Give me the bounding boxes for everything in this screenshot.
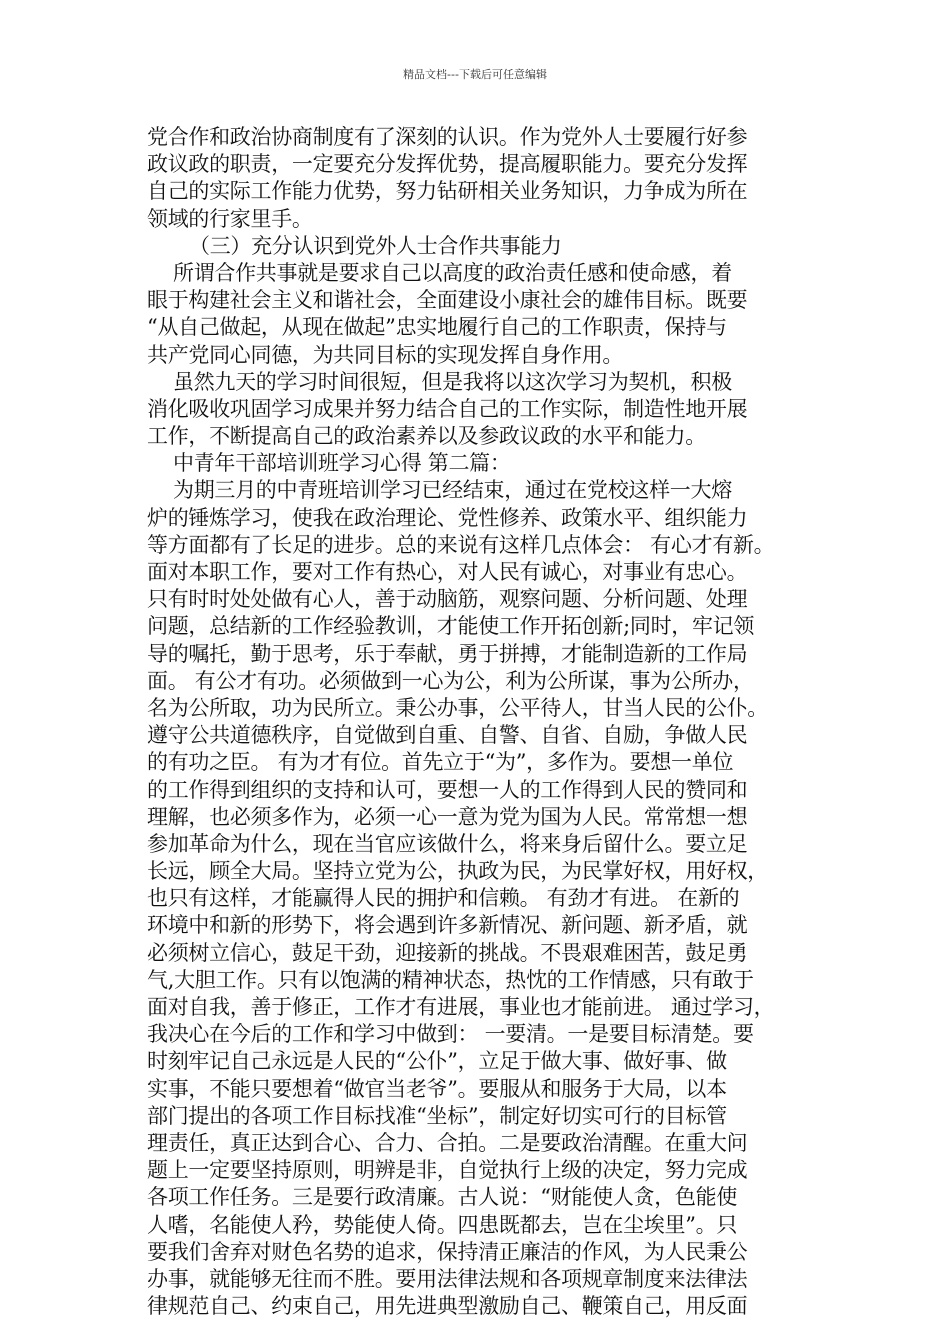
body-text-line: 所谓合作共事就是要求自己以高度的政治责任感和使命感，着 [173, 260, 732, 285]
body-text-line: 环境中和新的形势下，将会遇到许多新情况、新问题、新矛盾，就 [147, 913, 748, 938]
body-text-line: （三）充分认识到党外人士合作共事能力 [189, 233, 562, 258]
body-text-line: 工作，不断提高自己的政治素养以及参政议政的水平和能力。 [147, 424, 706, 449]
body-text-line: 面对自我，善于修正，工作才有进展，事业也才能前进。 通过学习， [147, 995, 775, 1019]
body-text-line: 律规范自己、约束自己，用先进典型激励自己、鞭策自己，用反面 [147, 1294, 748, 1319]
body-text-line: 必须树立信心，鼓足干劲，迎接新的挑战。不畏艰难困苦，鼓足勇 [147, 940, 748, 965]
body-text-line: 问题，总结新的工作经验教训，才能使工作开拓创新;同时，牢记领 [147, 614, 755, 639]
body-text-line: 办事，就能够无往而不胜。要用法律法规和各项规章制度来法律法 [147, 1266, 748, 1291]
body-text-line: 人嗜，名能使人矜，势能使人倚。四患既都去，岂在尘埃里”。只 [147, 1212, 738, 1237]
body-text-line: 导的嘱托，勤于思考，乐于奉献，勇于拼搏，才能制造新的工作局 [147, 641, 748, 666]
body-text-line: 长远，顾全大局。坚持立党为公，执政为民，为民掌好权，用好权， [147, 859, 768, 884]
body-text-line: 理责任，真正达到合心、合力、合拍。二是要政治清醒。在重大问 [147, 1130, 748, 1155]
body-text-line: 实事，不能只要想着“做官当老爷”。要服从和服务于大局，以本 [147, 1076, 727, 1101]
body-text-line: 我决心在今后的工作和学习中做到： 一要清。一是要目标清楚。要 [147, 1022, 754, 1047]
body-text-line: 题上一定要坚持原则，明辨是非，自觉执行上级的决定，努力完成 [147, 1158, 748, 1183]
body-text-line: 时刻牢记自己永远是人民的“公仆”，立足于做大事、做好事、做 [147, 1049, 727, 1074]
body-text-line: 为期三月的中青班培训学习已经结束，通过在党校这样一大熔 [173, 478, 732, 503]
body-text-line: 参加革命为什么，现在当官应该做什么，将来身后留什么。要立足 [147, 831, 748, 856]
body-text-line: 领域的行家里手。 [147, 206, 313, 231]
body-text-line: 遵守公共道德秩序，自觉做到自重、自警、自省、自励，争做人民 [147, 723, 748, 748]
body-text-line: 部门提出的各项工作目标找准“坐标”，制定好切实可行的目标管 [147, 1103, 727, 1128]
body-text-line: 政议政的职责，一定要充分发挥优势，提高履职能力。要充分发挥 [147, 152, 748, 177]
body-text-line: 理解，也必须多作为，必须一心一意为党为国为人民。常常想一想 [147, 804, 748, 829]
body-text-line: 名为公所取，功为民所立。秉公办事，公平待人，甘当人民的公仆。 [147, 695, 768, 720]
body-text-line: 要我们舍弃对财色名势的追求，保持清正廉洁的作风，为人民秉公 [147, 1239, 748, 1264]
body-text-line: 消化吸收巩固学习成果并努力结合自己的工作实际，制造性地开展 [147, 396, 748, 421]
body-text-line: 气,大胆工作。只有以饱满的精神状态，热忱的工作情感，只有敢于 [147, 967, 754, 992]
page-header: 精品文档---下载后可任意编辑 [403, 68, 547, 81]
body-text-line: 各项工作任务。三是要行政清廉。古人说：“财能使人贪，色能使 [147, 1185, 738, 1210]
body-text-line: 共产党同心同德，为共同目标的实现发挥自身作用。 [147, 342, 624, 367]
body-text-line: 面。 有公才有功。必须做到一心为公，利为公所谋，事为公所办， [147, 668, 754, 693]
body-text-line: 也只有这样，才能赢得人民的拥护和信赖。 有劲才有进。 在新的 [147, 886, 740, 911]
body-text-line: 虽然九天的学习时间很短，但是我将以这次学习为契机，积极 [173, 369, 732, 394]
body-text-line: 的有功之臣。 有为才有位。首先立于“为”，多作为。要想一单位 [147, 750, 734, 775]
body-text-line: 的工作得到组织的支持和认可，要想一人的工作得到人民的赞同和 [147, 777, 748, 802]
body-text-line: 等方面都有了长足的进步。总的来说有这样几点体会： 有心才有新。 [147, 532, 775, 557]
body-text-line: 眼于构建社会主义和谐社会，全面建设小康社会的雄伟目标。既要 [147, 288, 748, 313]
body-text-line: “从自己做起，从现在做起”忠实地履行自己的工作职责，保持与 [147, 315, 727, 340]
body-text-line: 面对本职工作，要对工作有热心，对人民有诚心，对事业有忠心。 [147, 560, 748, 584]
document-body [147, 124, 817, 1320]
body-text-line: 只有时时处处做有心人，善于动脑筋，观察问题、分析问题、处理 [147, 587, 748, 612]
body-text-line: 党合作和政治协商制度有了深刻的认识。作为党外人士要履行好参 [147, 125, 748, 149]
body-text-line: 炉的锤炼学习，使我在政治理论、党性修养、政策水平、组织能力 [147, 505, 748, 530]
body-text-line: 中青年干部培训班学习心得 第二篇： [173, 451, 511, 476]
body-text-line: 自己的实际工作能力优势，努力钻研相关业务知识，力争成为所在 [147, 179, 748, 204]
